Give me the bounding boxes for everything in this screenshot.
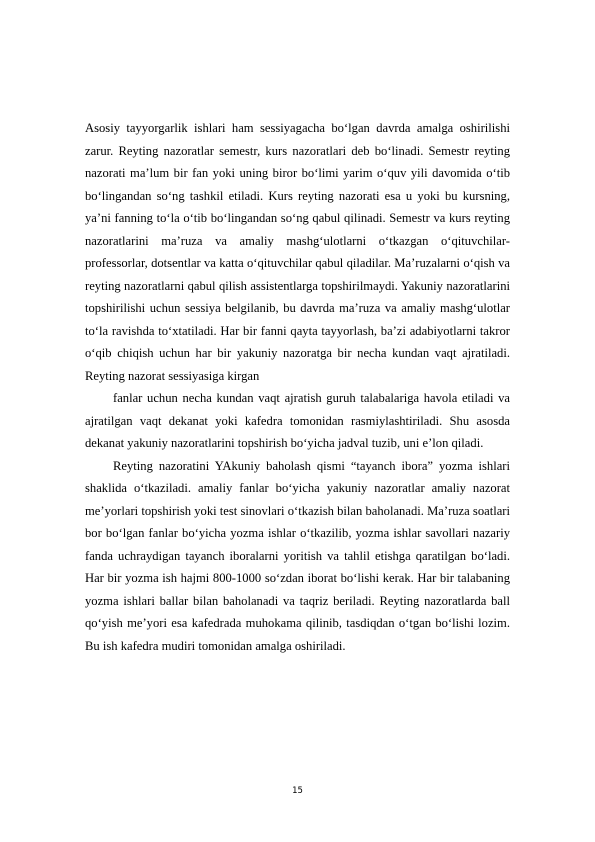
paragraph-3: Reyting nazoratini YAkuniy baholash qismi “tayanch ibora” yozma ishlari shaklida o‘tkaziladi. amaliy fanlar bo‘yicha yakuniy nazoratlar amaliy nazorat me’yorlari topshirish yoki test sinovlari o‘tkazish bilan baholanadi. Ma’ruza soatlari bor bo‘lgan fanlar bo‘yicha yozma ishlar o‘tkazilib, yozma ishlar savollari nazariy fanda uchraydigan tayanch iboralarni yoritish va tahlil etishga qaratilgan bo‘ladi. Har bir yozma ish hajmi 800-1000 so‘zdan iborat bo‘lishi kerak. Har bir talabaning yozma ishlari ballar bilan baholanadi va taqriz beriladi. Reyting nazoratlarda ball qo‘yish me’yori esa kafedrada muhokama qilinib, tasdiqdan o‘tgan bo‘lishi lozim. Bu ish kafedra mudiri tomonidan amalga oshiriladi. [85,458,510,653]
page-number: 15 [292,786,303,796]
paragraph-2: fanlar uchun necha kundan vaqt ajratish guruh talabalariga havola etiladi va ajratilgan vaqt dekanat yoki kafedra tomonidan rasmiylashtiriladi. Shu asosda dekanat yakuniy nazoratlarini topshirish bo‘yicha jadval tuzib, uni e’lon qiladi. [85,391,510,450]
paragraph-1: Asosiy tayyorgarlik ishlari ham sessiyagacha bo‘lgan davrda amalga oshirilishi zarur. Reyting nazoratlar semestr, kurs nazoratlari deb bo‘linadi. Semestr reyting nazorati ma’lum bir fan yoki uning biror bo‘limi yarim o‘quv yili davomida o‘tib bo‘lingandan so‘ng tashkil etiladi. Kurs reyting nazorati esa u yoki bu kursning, ya’ni fanning to‘la o‘tib bo‘lingandan so‘ng qabul qilinadi. Semestr va kurs reyting nazoratlarini ma’ruza va amaliy mashg‘ulotlarni o‘tkazgan o‘qituvchilar-professorlar, dotsentlar va katta o‘qituvchilar qabul qiladilar. Ma’ruzalarni o‘qish va reyting nazoratlarni qabul qilish assistentlarga topshirilmaydi. Yakuniy nazoratlarini topshirilishi uchun sessiya belgilanib, bu davrda ma’ruza va amaliy mashg‘ulotlar to‘la ravishda to‘xtatiladi. Har bir fanni qayta tayyorlash, ba’zi adabiyotlarni takror o‘qib chiqish uchun har bir yakuniy nazoratga bir necha kundan vaqt ajratiladi. Reyting nazorat sessiyasiga kirgan [85,121,510,383]
document-body [85,117,510,657]
